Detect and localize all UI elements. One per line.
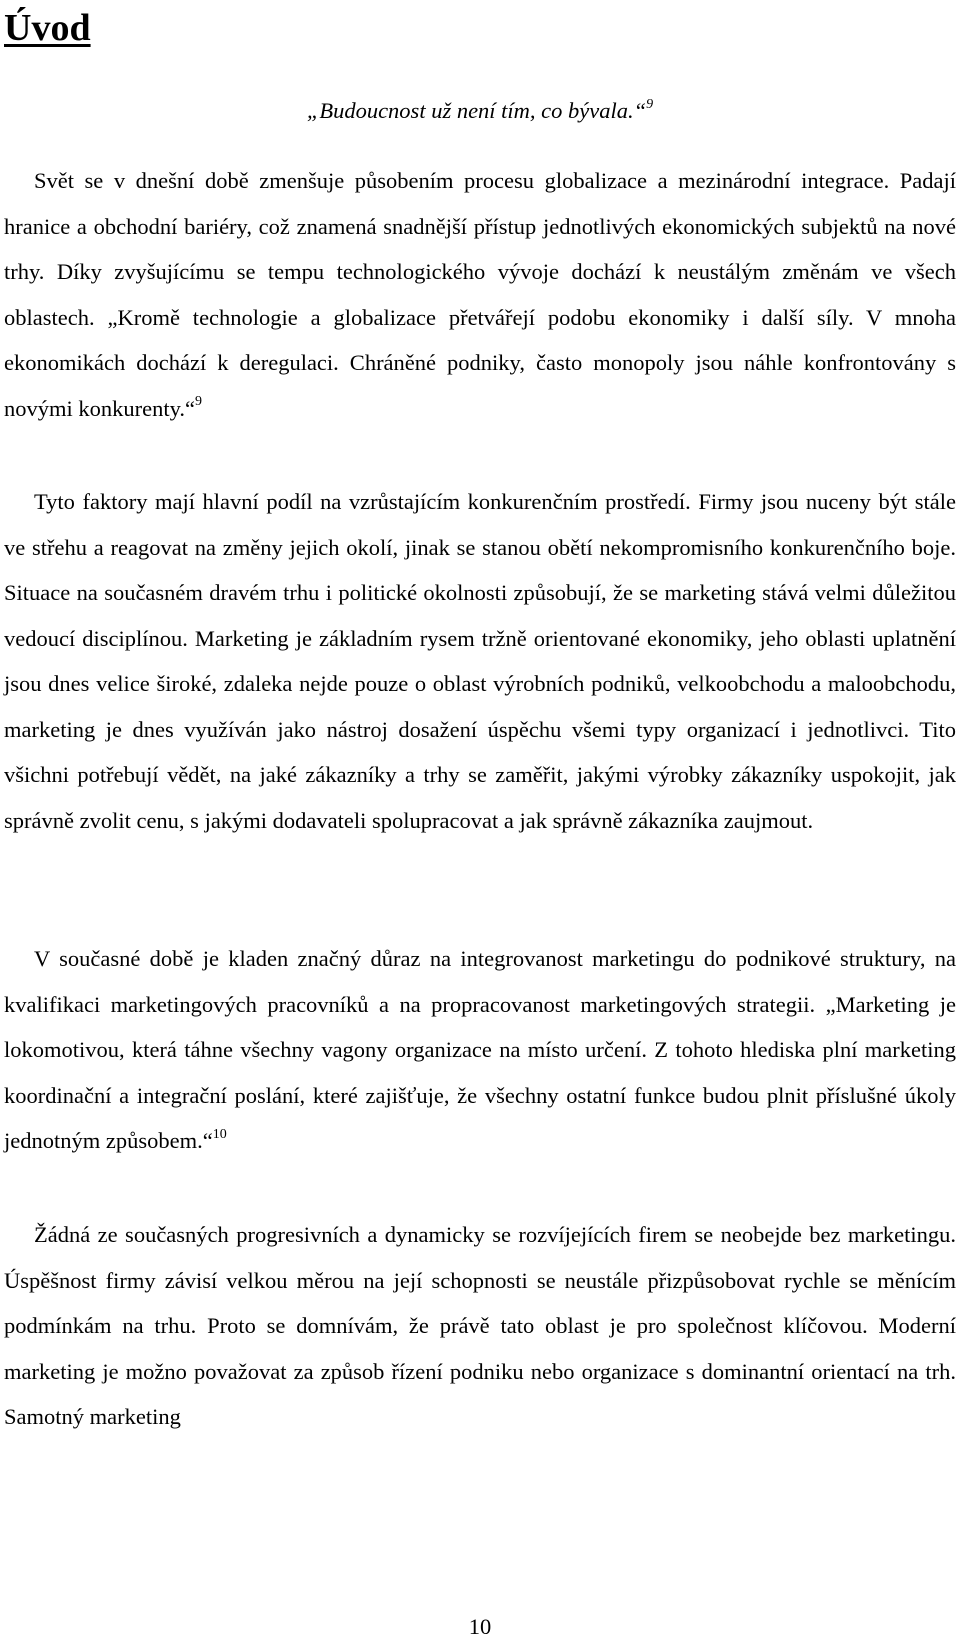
paragraph-text: Tyto faktory mají hlavní podíl na vzrůstajícím konkurenčním prostředí. Firmy jsou nuceny být stále ve střehu a reagovat na změny jejich okolí, jinak se stanou obětí nekompromisního konkurenčního boje. Situace na současném dravém trhu i politické okolnosti způsobují, že se marketing stává velmi důležitou vedoucí disciplínou. Marketing je základním rysem tržně orientované ekonomiky, jeho oblasti uplatnění jsou dnes velice široké, zdaleka nejde pouze o oblast výrobních podniků, velkoobchodu a maloobchodu, marketing je dnes využíván jako nástroj dosažení úspěchu všemi typy organizací i jednotlivci. Tito všichni potřebují vědět, na jaké zákazníky a trhy se zaměřit, jakými výrobky zákazníky uspokojit, jak správně zvolit cenu, s jakými dodavateli spolupracovat a jak správně zákazníka zaujmout. bbox=[4, 489, 956, 833]
footnote-ref: 9 bbox=[195, 394, 203, 409]
page-title: Úvod bbox=[4, 7, 91, 49]
footnote-ref: 9 bbox=[646, 96, 654, 112]
paragraph-4 bbox=[4, 1212, 956, 1440]
footnote-ref: 10 bbox=[212, 1126, 227, 1142]
paragraph-1 bbox=[4, 158, 956, 431]
motto-text: „Budoucnost už není tím, co bývala.“ bbox=[306, 98, 647, 123]
paragraph-3 bbox=[4, 936, 956, 1164]
paragraph-2 bbox=[4, 479, 956, 843]
page-number: 10 bbox=[468, 1614, 492, 1639]
paragraph-text: Žádná ze současných progresivních a dynamicky se rozvíjejících firem se neobejde bez marketingu. Úspěšnost firmy závisí velkou měrou na její schopnosti se neustále přizpůsobovat rychle se měnícím podmínkám na trhu. Proto se domnívám, že právě tato oblast je pro společnost klíčovou. Moderní marketing je možno považovat za způsob řízení podniku nebo organizace s dominantní orientací na trh. Samotný marketing bbox=[4, 1222, 956, 1429]
paragraph-text: Svět se v dnešní době zmenšuje působením procesu globalizace a mezinárodní integrace. Padají hranice a obchodní bariéry, což znamená snadnější přístup jednotlivých ekonomických subjektů na nové trhy. Díky zvyšujícímu se tempu technologického vývoje dochází k neustálým změnám ve všech oblastech. „Kromě technologie a globalizace přetvářejí podobu ekonomiky i další síly. V mnoha ekonomikách dochází k deregulaci. Chráněné podniky, často monopoly jsou náhle konfrontovány s novými konkurenty.“ bbox=[4, 168, 956, 421]
motto-quote bbox=[0, 96, 960, 126]
paragraph-text: V současné době je kladen značný důraz na integrovanost marketingu do podnikové struktury, na kvalifikaci marketingových pracovníků a na propracovanost marketingových strategii. „Marketing je lokomotivou, která táhne všechny vagony organizace na místo určení. Z tohoto hlediska plní marketing koordinační a integrační poslání, které zajišťuje, že všechny ostatní funkce budou plnit příslušné úkoly jednotným způsobem.“ bbox=[4, 946, 956, 1153]
